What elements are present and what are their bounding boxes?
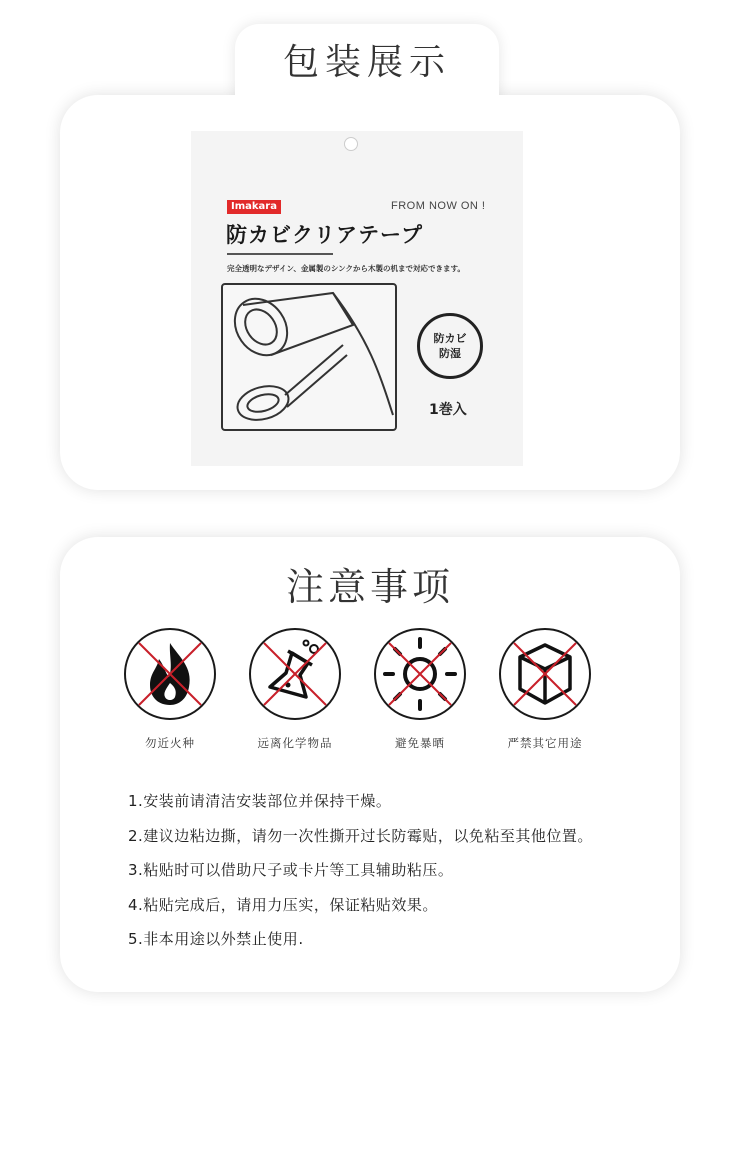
warning-label: 远离化学物品 <box>257 736 333 750</box>
roll-count: 1巻入 <box>429 402 467 418</box>
no-other-use-icon <box>498 627 592 721</box>
warning-no-sun <box>372 627 468 751</box>
notices-title: 注意事项 <box>285 565 454 609</box>
warning-no-fire <box>122 627 218 751</box>
anti-mold-badge <box>417 313 483 379</box>
badge-line-1: 防カビ <box>433 332 467 345</box>
hang-hole <box>344 137 358 151</box>
no-fire-icon <box>123 627 217 721</box>
product-description: 完全透明なデザイン、金属製のシンクから木製の机まで対応できます。 <box>227 264 465 273</box>
rule-item: 4.粘贴完成后，请用力压实，保证粘贴效果。 <box>128 895 438 914</box>
no-chemicals-icon <box>248 627 342 721</box>
warning-label: 勿近火种 <box>145 736 195 750</box>
badge-line-2: 防湿 <box>439 347 461 360</box>
packaging-title: 包装展示 <box>282 42 451 83</box>
rule-item: 5.非本用途以外禁止使用. <box>128 930 304 948</box>
warning-label: 严禁其它用途 <box>507 736 583 750</box>
tape-illustration <box>221 283 397 431</box>
product-name: 防カビクリアテープ <box>226 223 423 247</box>
rule-item: 1.安装前请清洁安装部位并保持干燥。 <box>128 792 392 810</box>
rule-item: 3.粘贴时可以借助尺子或卡片等工具辅助粘压。 <box>128 861 454 879</box>
usage-rules-list <box>128 790 680 963</box>
product-package-image <box>191 131 523 466</box>
package-slogan: FROM NOW ON ! <box>391 200 486 212</box>
warning-no-other-use <box>497 627 593 751</box>
tape-and-scissors-icon <box>223 285 395 429</box>
rule-item: 2.建议边粘边撕，请勿一次性撕开过长防霉贴，以免粘至其他位置。 <box>128 826 593 845</box>
no-sun-icon <box>373 627 467 721</box>
warning-label: 避免暴晒 <box>395 736 445 750</box>
warning-no-chemicals <box>247 627 343 751</box>
brand-logo: Imakara <box>227 200 281 214</box>
title-divider <box>227 253 333 255</box>
